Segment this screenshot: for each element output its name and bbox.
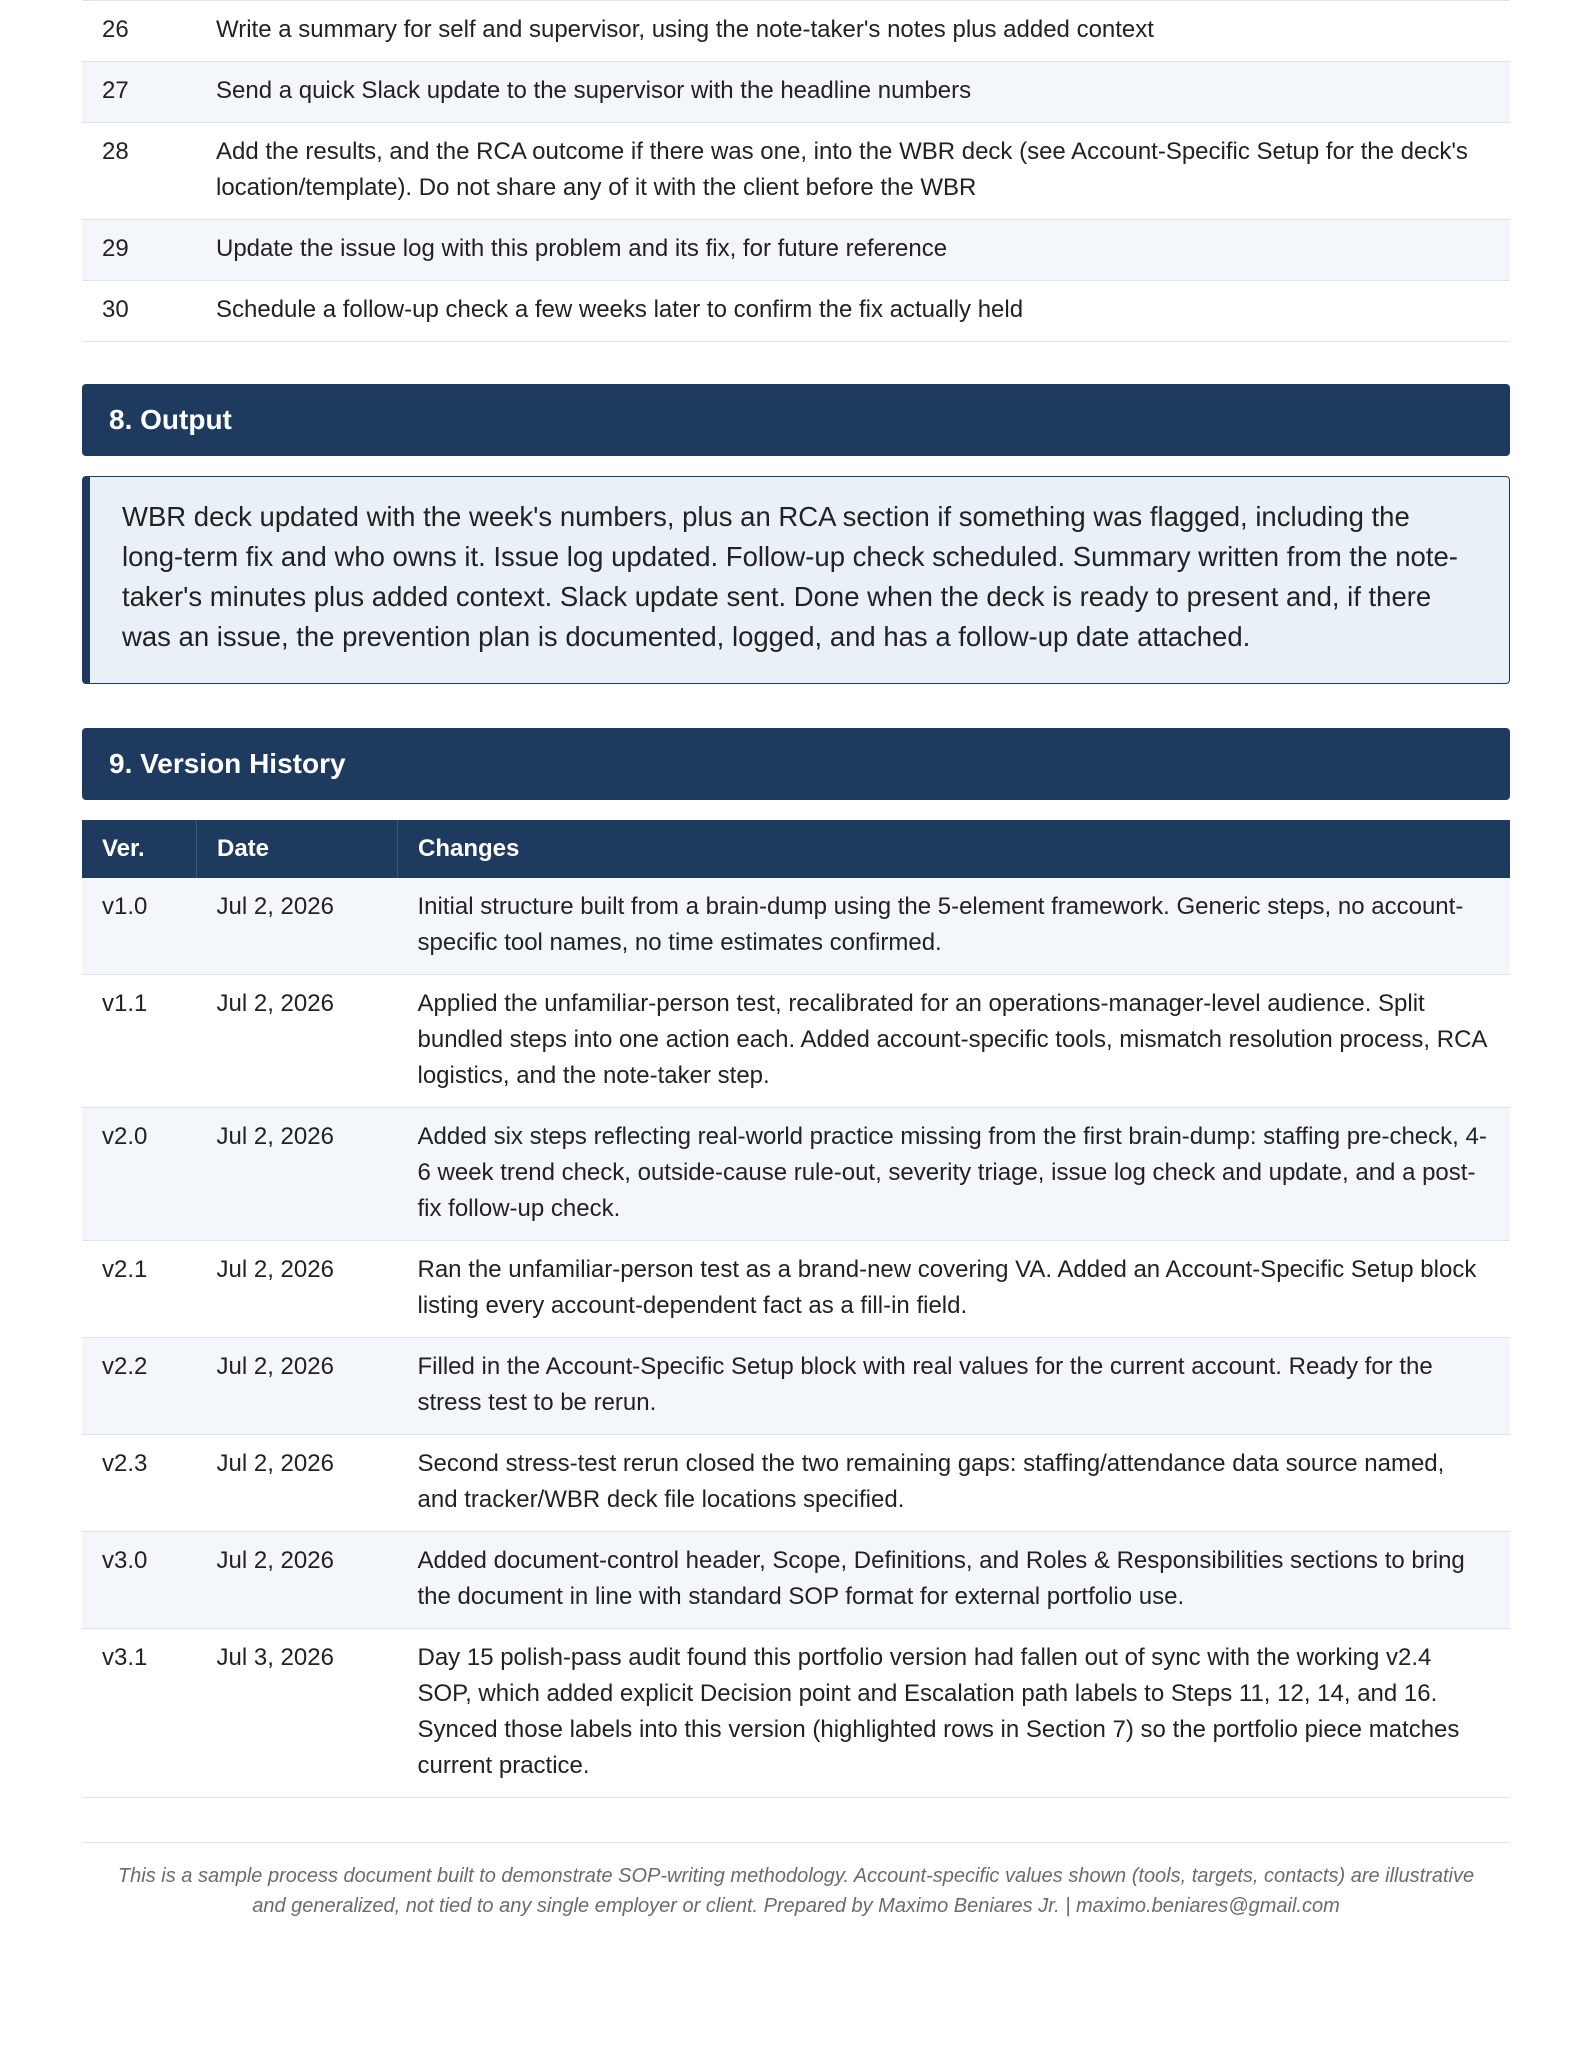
table-row <box>82 281 1510 342</box>
table-row <box>82 123 1510 220</box>
document-page <box>82 0 1510 1921</box>
footer-line-1: This is a sample process document built to demonstrate SOP-writing methodology. Account-specific values shown (tools, targets, contacts) are illustrative <box>117 1865 1475 1887</box>
output-description-box: WBR deck updated with the week's numbers, plus an RCA section if something was flagged, including the long-term fix and who owns it. Issue log updated. Follow-up check scheduled. Summary written from the note-taker's minutes plus added context. Slack update sent. Done when the deck is ready to present and, if there was an issue, the prevention plan is documented, logged, and has a follow-up date attached. <box>82 476 1510 684</box>
changes-cell: Ran the unfamiliar-person test as a brand-new covering VA. Added an Account-Specific Setup block listing every account-dependent fact as a fill-in field. <box>398 1241 1511 1338</box>
table-row <box>82 878 1510 975</box>
step-number: 29 <box>82 220 196 281</box>
table-row <box>82 62 1510 123</box>
date-cell: Jul 2, 2026 <box>197 1532 398 1629</box>
changes-cell: Day 15 polish-pass audit found this portfolio version had fallen out of sync with the working v2.4 SOP, which added explicit Decision point and Escalation path labels to Steps 11, 12, 14, and 16. Synced those labels into this version (highlighted rows in Section 7) so the portfolio piece matches current practice. <box>398 1629 1511 1798</box>
version-cell: v2.3 <box>82 1435 197 1532</box>
version-cell: v2.1 <box>82 1241 197 1338</box>
version-cell: v2.0 <box>82 1108 197 1241</box>
table-row <box>82 1532 1510 1629</box>
date-cell: Jul 3, 2026 <box>197 1629 398 1798</box>
table-row <box>82 220 1510 281</box>
step-text: Schedule a follow-up check a few weeks later to confirm the fix actually held <box>196 281 1510 342</box>
version-cell: v1.1 <box>82 975 197 1108</box>
step-text: Add the results, and the RCA outcome if there was one, into the WBR deck (see Account-Specific Setup for the deck's location/template). Do not share any of it with the client before the WBR <box>196 123 1510 220</box>
table-row <box>82 975 1510 1108</box>
section-header-output: 8. Output <box>82 384 1510 456</box>
step-number: 28 <box>82 123 196 220</box>
changes-cell: Added six steps reflecting real-world practice missing from the first brain-dump: staffing pre-check, 4-6 week trend check, outside-cause rule-out, severity triage, issue log check and update, and a post-fix follow-up check. <box>398 1108 1511 1241</box>
date-cell: Jul 2, 2026 <box>197 1241 398 1338</box>
table-row <box>82 1629 1510 1798</box>
changes-cell: Initial structure built from a brain-dump using the 5-element framework. Generic steps, no account-specific tool names, no time estimates confirmed. <box>398 878 1511 975</box>
column-header-version: Ver. <box>82 820 197 878</box>
step-text: Update the issue log with this problem and its fix, for future reference <box>196 220 1510 281</box>
table-row <box>82 1108 1510 1241</box>
date-cell: Jul 2, 2026 <box>197 1108 398 1241</box>
version-cell: v3.1 <box>82 1629 197 1798</box>
table-row <box>82 1241 1510 1338</box>
section-header-version-history: 9. Version History <box>82 728 1510 800</box>
column-header-changes: Changes <box>398 820 1511 878</box>
footer-line-2: and generalized, not tied to any single employer or client. Prepared by Maximo Beniares Jr. | maximo.beniares@gmail.com <box>252 1895 1340 1917</box>
version-history-table <box>82 820 1510 1798</box>
step-text: Write a summary for self and supervisor, using the note-taker's notes plus added context <box>196 1 1510 62</box>
version-cell: v1.0 <box>82 878 197 975</box>
step-text: Send a quick Slack update to the supervisor with the headline numbers <box>196 62 1510 123</box>
step-number: 27 <box>82 62 196 123</box>
step-number: 30 <box>82 281 196 342</box>
table-row <box>82 1435 1510 1532</box>
table-row <box>82 1338 1510 1435</box>
changes-cell: Second stress-test rerun closed the two remaining gaps: staffing/attendance data source named, and tracker/WBR deck file locations specified. <box>398 1435 1511 1532</box>
step-number: 26 <box>82 1 196 62</box>
footer-divider <box>82 1842 1510 1843</box>
table-header-row <box>82 820 1510 878</box>
date-cell: Jul 2, 2026 <box>197 1338 398 1435</box>
changes-cell: Added document-control header, Scope, Definitions, and Roles & Responsibilities sections to bring the document in line with standard SOP format for external portfolio use. <box>398 1532 1511 1629</box>
changes-cell: Applied the unfamiliar-person test, recalibrated for an operations-manager-level audience. Split bundled steps into one action each. Added account-specific tools, mismatch resolution process, RCA logistics, and the note-taker step. <box>398 975 1511 1108</box>
date-cell: Jul 2, 2026 <box>197 1435 398 1532</box>
column-header-date: Date <box>197 820 398 878</box>
date-cell: Jul 2, 2026 <box>197 975 398 1108</box>
steps-table <box>82 0 1510 342</box>
date-cell: Jul 2, 2026 <box>197 878 398 975</box>
changes-cell: Filled in the Account-Specific Setup block with real values for the current account. Ready for the stress test to be rerun. <box>398 1338 1511 1435</box>
version-cell: v3.0 <box>82 1532 197 1629</box>
footer-disclaimer <box>82 1861 1510 1921</box>
version-cell: v2.2 <box>82 1338 197 1435</box>
table-row <box>82 1 1510 62</box>
